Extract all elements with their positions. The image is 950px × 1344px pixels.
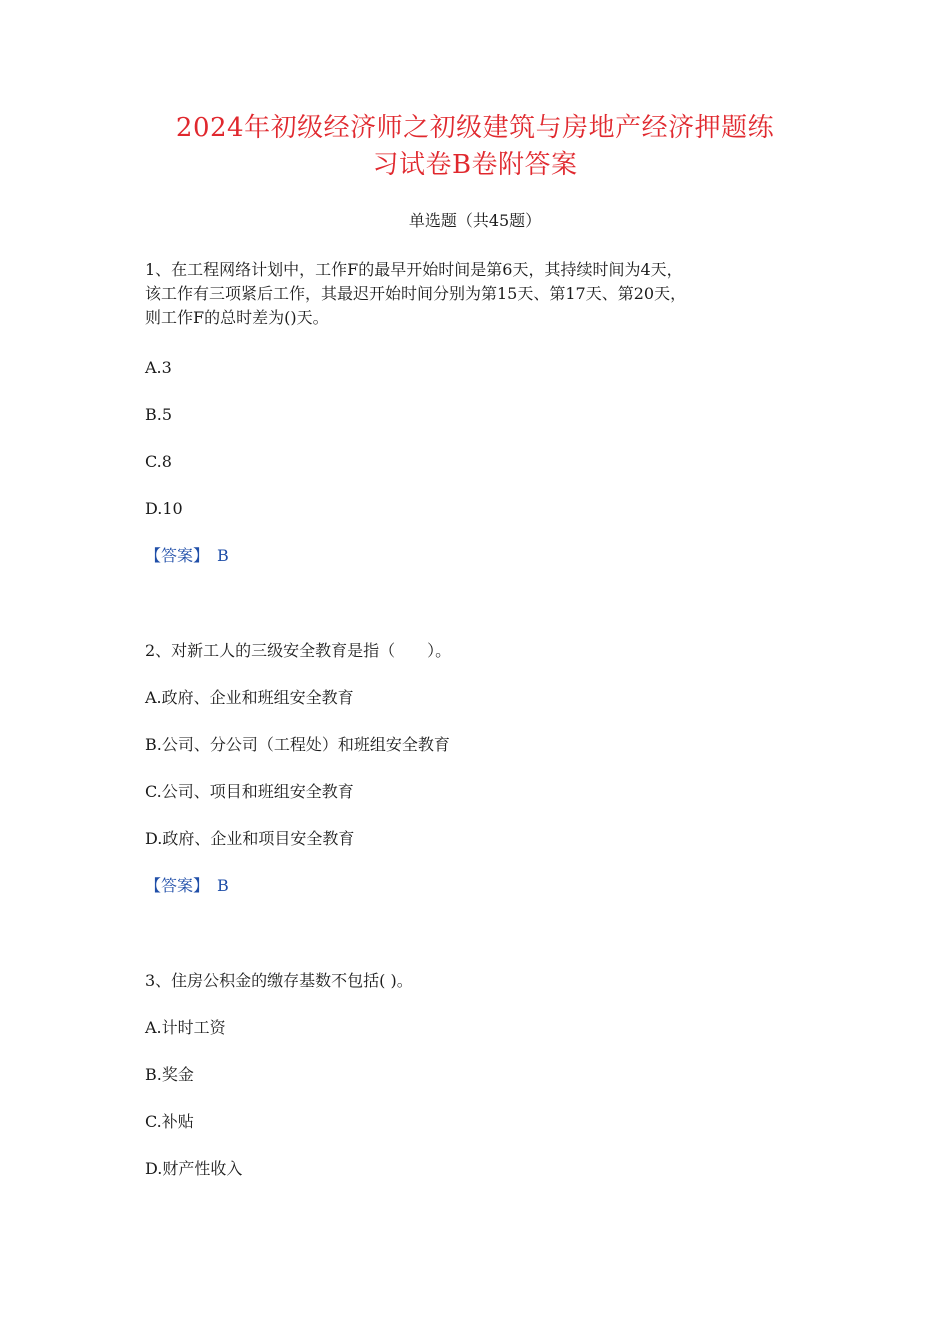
title-line-2: 习试卷B卷附答案	[372, 150, 578, 180]
question-2-answer	[145, 874, 229, 898]
document-title	[100, 110, 850, 184]
question-1-option-d: D.10	[145, 499, 183, 518]
section-heading: 单选题（共45题）	[408, 211, 542, 230]
question-1-answer	[145, 544, 229, 568]
question-3-option-b: B.奖金	[145, 1065, 194, 1084]
question-1-option-c: C.8	[145, 452, 172, 471]
title-line-1: 2024年初级经济师之初级建筑与房地产经济押题练	[175, 113, 775, 143]
question-2-option-c: C.公司、项目和班组安全教育	[145, 782, 354, 801]
question-2-option-b: B.公司、分公司（工程处）和班组安全教育	[145, 735, 450, 754]
answer-label: 【答案】	[145, 876, 210, 895]
question-1-option-b: B.5	[145, 405, 173, 424]
question-3-option-a: A.计时工资	[145, 1018, 226, 1037]
answer-value: B	[217, 876, 229, 895]
question-3-stem: 3、住房公积金的缴存基数不包括( )。	[145, 971, 413, 990]
question-3-option-d: D.财产性收入	[145, 1159, 243, 1178]
question-1-option-a: A.3	[145, 358, 172, 377]
answer-label: 【答案】	[145, 546, 210, 565]
question-1-stem-line-2: 该工作有三项紧后工作，其最迟开始时间分别为第15天、第17天、第20天，	[145, 284, 687, 303]
question-2-option-d: D.政府、企业和项目安全教育	[145, 829, 355, 848]
answer-value: B	[217, 546, 229, 565]
question-1-stem-line-3: 则工作F的总时差为()天。	[145, 308, 329, 327]
question-1-stem	[145, 258, 810, 330]
question-2-option-a: A.政府、企业和班组安全教育	[145, 688, 354, 707]
question-1-stem-line-1: 1、在工程网络计划中，工作F的最早开始时间是第6天，其持续时间为4天，	[145, 260, 683, 279]
question-3-option-c: C.补贴	[145, 1112, 194, 1131]
question-2-stem: 2、对新工人的三级安全教育是指（ ）。	[145, 641, 452, 660]
